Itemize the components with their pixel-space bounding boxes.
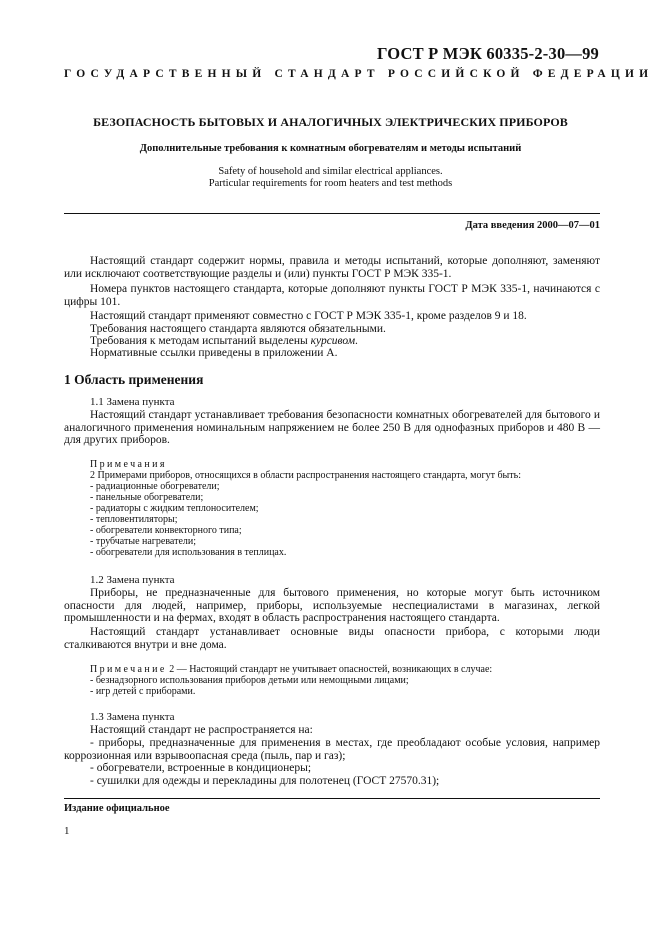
intro-paragraph-5-suffix: . [355, 335, 358, 347]
note-2-text: 2 — Настоящий стандарт не учитывает опасностей, возникающих в случае: [166, 664, 493, 675]
state-standard-header: ГОСУДАРСТВЕННЫЙ СТАНДАРТ РОССИЙСКОЙ ФЕДЕРАЦИИ [64, 68, 654, 80]
note-2-item: - игр детей с приборами. [90, 686, 196, 697]
english-title-line-2: Particular requirements for room heaters and test methods [208, 178, 453, 189]
intro-paragraph-4: Требования настоящего стандарта являются обязательными. [90, 323, 386, 335]
note-1-item: - тепловентиляторы; [90, 514, 178, 525]
note-1-item: - панельные обогреватели; [90, 492, 204, 503]
note-2-item: - безнадзорного использования приборов детьми или немощными лицами; [90, 675, 409, 686]
intro-paragraph-5 [90, 335, 358, 348]
note-1-heading: Примечания [90, 459, 167, 470]
note-1-item: - обогреватели конвекторного типа; [90, 525, 242, 536]
section-1-1-text: Настоящий стандарт устанавливает требования безопасности комнатных обогревателей для бытового и аналогичного применения номинальным напряжением не более 250 В для однофазных приборов и 480 В — для других приборов. [64, 409, 600, 446]
section-1-3-item: - обогреватели, встроенные в кондиционеры; [90, 762, 312, 774]
note-1-list [90, 481, 286, 558]
intro-paragraph-3: Настоящий стандарт применяют совместно с ГОСТ Р МЭК 335-1, кроме разделов 9 и 18. [90, 310, 527, 322]
section-1-3-item-1: - приборы, предназначенные для применения в местах, где преобладают особые условия, например коррозионная или взрывоопасная среда (пыль, пар и газ); [64, 737, 600, 762]
section-1-3-item: - сушилки для одежды и перекладины для полотенец (ГОСТ 27570.31); [90, 774, 440, 787]
intro-paragraph-6: Нормативные ссылки приведены в приложении А. [90, 347, 338, 359]
english-title [60, 166, 601, 190]
note-2-line [90, 664, 492, 675]
gost-code: ГОСТ Р МЭК 60335-2-30—99 [376, 44, 599, 63]
intro-paragraph-1: Настоящий стандарт содержит нормы, правила и методы испытаний, которые дополняют, заменяют или исключают соответствующие разделы и (или) пункты ГОСТ Р МЭК 335-1. [64, 255, 600, 280]
note-1-item: - радиаторы с жидким теплоносителем; [90, 503, 259, 514]
section-1-1-label: 1.1 Замена пункта [90, 396, 175, 408]
bottom-divider [64, 798, 600, 799]
english-title-line-1: Safety of household and similar electrical appliances. [218, 166, 443, 177]
section-1-2-text-1: Приборы, не предназначенные для бытового применения, но которые могут быть источником опасности для людей, например, приборы, используемые неспециалистами в магазинах, легкой промышленности и на фермах, входят в область распространения настоящего стандарта. [64, 587, 600, 624]
intro-paragraph-5-prefix: Требования к методам испытаний выделены [90, 335, 311, 347]
section-1-3-list [90, 762, 439, 787]
document-subtitle: Дополнительные требования к комнатным обогревателям и методы испытаний [139, 143, 522, 154]
note-1-item: - радиационные обогреватели; [90, 481, 220, 492]
note-1-text: 2 Примерами приборов, относящихся в области распространения настоящего стандарта, могут быть: [90, 470, 521, 481]
section-1-2-text-2: Настоящий стандарт устанавливает основные виды опасности прибора, с которыми люди сталкиваются внутри и вне дома. [64, 626, 600, 651]
note-2-list [90, 675, 409, 697]
intro-paragraph-2: Номера пунктов настоящего стандарта, которые дополняют пункты ГОСТ Р МЭК 335-1, начинаются с цифры 101. [64, 283, 600, 308]
section-1-3-label: 1.3 Замена пункта [90, 711, 175, 723]
intro-paragraph-5-italic: курсивом [310, 335, 356, 347]
introduction-date: Дата введения 2000—07—01 [465, 220, 600, 231]
page-number: 1 [64, 825, 70, 837]
edition-label: Издание официальное [64, 803, 170, 814]
document-title: БЕЗОПАСНОСТЬ БЫТОВЫХ И АНАЛОГИЧНЫХ ЭЛЕКТРИЧЕСКИХ ПРИБОРОВ [93, 115, 568, 129]
section-1-heading: 1 Область применения [64, 372, 204, 387]
note-1-item: - трубчатые нагреватели; [90, 536, 197, 547]
section-1-3-text: Настоящий стандарт не распространяется на: [90, 724, 313, 736]
section-1-2-label: 1.2 Замена пункта [90, 574, 175, 586]
note-1-item: - обогреватели для использования в теплицах. [90, 547, 287, 558]
top-divider [64, 213, 600, 214]
note-2-heading: Примечание [90, 664, 167, 675]
